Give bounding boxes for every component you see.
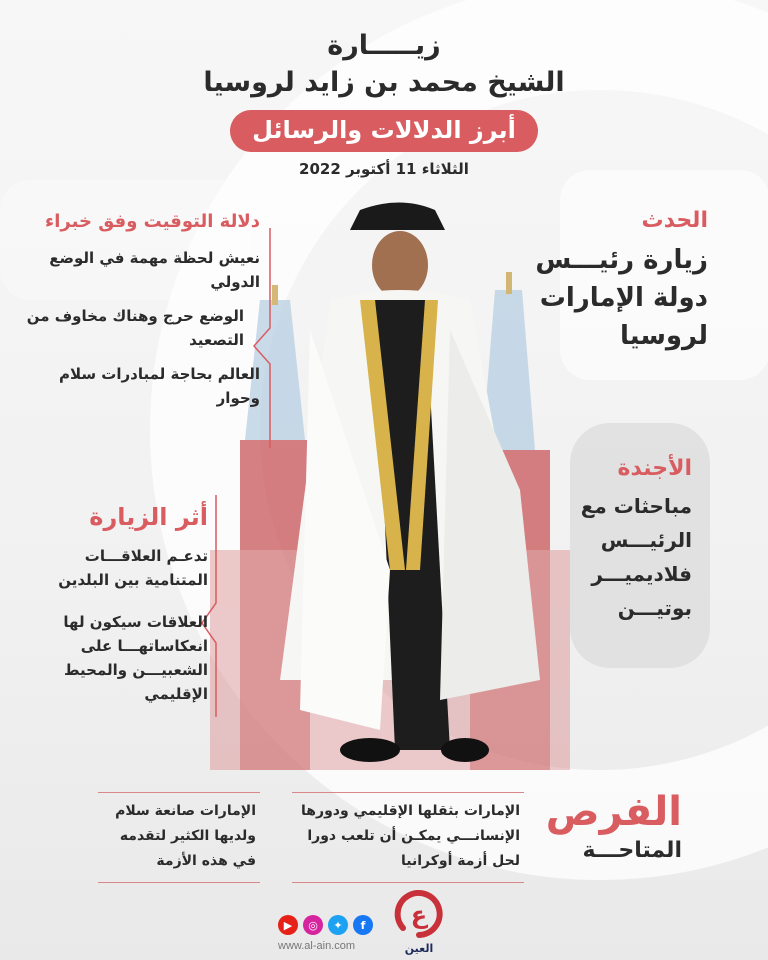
header: [0, 28, 768, 178]
website-link[interactable]: www.al-ain.com: [278, 940, 356, 952]
title-line-1: زيـــــارة: [327, 30, 441, 61]
twitter-icon[interactable]: ✦: [328, 915, 348, 935]
timing-section: [20, 208, 260, 410]
event-title: الحدث: [641, 208, 708, 233]
opportunities-title: الفرص: [545, 789, 682, 835]
logo-text: العين: [404, 942, 434, 955]
opportunity-item: الإمارات صانعة سلام ولديها الكثير لتقدمه في هذه الأزمة: [98, 792, 260, 883]
effect-title: أثر الزيارة: [89, 503, 208, 531]
facebook-icon[interactable]: f: [353, 915, 373, 935]
effect-item: تدعـم العلاقـــات المتنامية بين البلدين: [58, 547, 208, 589]
svg-text:ع: ع: [410, 901, 428, 929]
effect-item: العلاقات سيكون لها انعكاساتهـــا على الشعبيـــن والمحيط الإقليمي: [63, 613, 208, 703]
date: الثلاثاء 11 أكتوبر 2022: [299, 160, 469, 178]
timing-item: نعيش لحظة مهمة في الوضع الدولي: [49, 249, 260, 291]
social-links: [278, 915, 373, 935]
title-line-2: الشيخ محمد بن زايد لروسيا: [203, 67, 565, 98]
timing-item: العالم بحاجة لمبادرات سلام وحوار: [58, 365, 260, 407]
event-section: [518, 205, 708, 355]
opportunities-heading: [546, 788, 682, 866]
agenda-card: [570, 423, 710, 668]
agenda-body: مباحثات مع الرئيـــس فلاديميـــر بوتيـــن: [580, 494, 692, 620]
opportunity-item: الإمارات بثقلها الإقليمي ودورها الإنسانـــي يمكـن أن تلعب دورا لحل أزمة أوكرانيا: [292, 792, 524, 883]
effect-section: [8, 500, 208, 706]
youtube-icon[interactable]: ▶: [278, 915, 298, 935]
agenda-title: الأجندة: [617, 456, 692, 481]
timing-item: الوضع حرج وهناك مخاوف من التصعيد: [26, 307, 244, 349]
event-body: زيارة رئيـــس دولة الإمارات لروسيا: [535, 245, 708, 351]
timing-title: دلالة التوقيت وفق خبراء: [45, 211, 260, 232]
al-ain-logo: [393, 888, 445, 958]
opportunities-subtitle: المتاحـــة: [582, 838, 682, 863]
person-illustration: [280, 203, 540, 763]
instagram-icon[interactable]: ◎: [303, 915, 323, 935]
subtitle-pill: أبرز الدلالات والرسائل: [230, 110, 538, 152]
logo-mark-icon: [393, 888, 445, 940]
